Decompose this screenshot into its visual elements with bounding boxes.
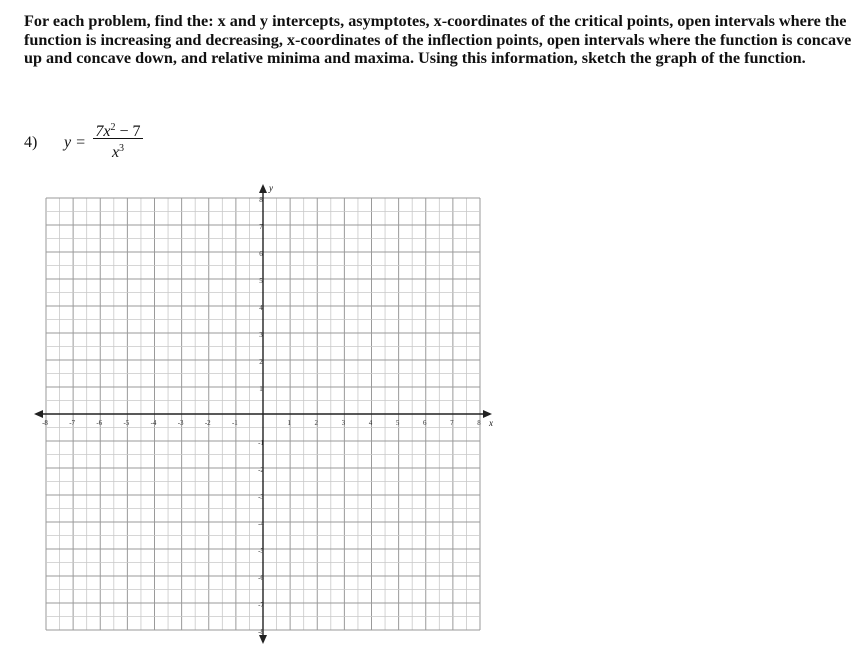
x-tick-label: -7	[69, 419, 76, 427]
y-tick-label: -8	[258, 628, 264, 636]
y-axis-up-arrow-icon	[259, 184, 267, 193]
y-tick-label: 5	[259, 277, 263, 285]
y-tick-label: 2	[259, 358, 263, 366]
x-tick-label: -3	[177, 419, 184, 427]
y-tick-label: -2	[258, 466, 264, 474]
x-tick-label: -4	[150, 419, 157, 427]
equation-lhs: y =	[64, 134, 86, 151]
y-tick-label: -1	[258, 439, 264, 447]
x-axis-left-arrow-icon	[34, 410, 43, 418]
y-tick-label: 3	[259, 331, 263, 339]
x-tick-label: 4	[368, 419, 373, 427]
y-tick-label: -4	[258, 520, 264, 528]
x-tick-label: 8	[477, 419, 481, 427]
numerator-rest: − 7	[115, 123, 141, 140]
denominator-base: x	[111, 144, 120, 161]
instructions-text: For each problem, find the: x and y intercepts, asymptotes, x-coordinates of the critical points, open intervals where the function is increasing and decreasing, x-coordinates of the inflection points, open intervals where the function is concave up and concave down, and relative minima and maxima. Using this information, sketch the graph of the function.	[24, 12, 852, 68]
y-tick-label: 1	[259, 385, 263, 393]
x-tick-label: 3	[341, 419, 346, 427]
x-axis-right-arrow-icon	[483, 410, 492, 418]
problem-number: 4)	[24, 134, 38, 151]
x-tick-label: 1	[287, 419, 291, 427]
y-tick-label: -6	[258, 574, 264, 582]
x-tick-label: 2	[314, 419, 318, 427]
y-tick-label: 7	[259, 223, 263, 231]
x-tick-label: -5	[123, 419, 130, 427]
x-tick-label: 5	[395, 419, 400, 427]
y-axis-down-arrow-icon	[259, 635, 267, 644]
numerator-exponent: 2	[110, 122, 116, 133]
x-tick-label: -6	[96, 419, 103, 427]
numerator-base: 7x	[95, 123, 111, 140]
x-tick-label: -8	[42, 419, 48, 427]
y-tick-label: 8	[259, 196, 263, 204]
x-tick-label: -1	[231, 419, 238, 427]
denominator-exponent: 3	[119, 143, 125, 154]
y-tick-label: -5	[258, 547, 264, 555]
y-tick-label: 6	[259, 250, 263, 258]
y-tick-label: -7	[258, 601, 264, 609]
x-tick-label: -2	[204, 419, 211, 427]
y-tick-label: 4	[259, 304, 263, 312]
x-tick-label: 7	[450, 419, 454, 427]
y-tick-label: -3	[258, 493, 264, 501]
y-axis-label: y	[269, 183, 273, 193]
x-axis-label: x	[489, 418, 493, 428]
x-tick-label: 6	[423, 419, 427, 427]
